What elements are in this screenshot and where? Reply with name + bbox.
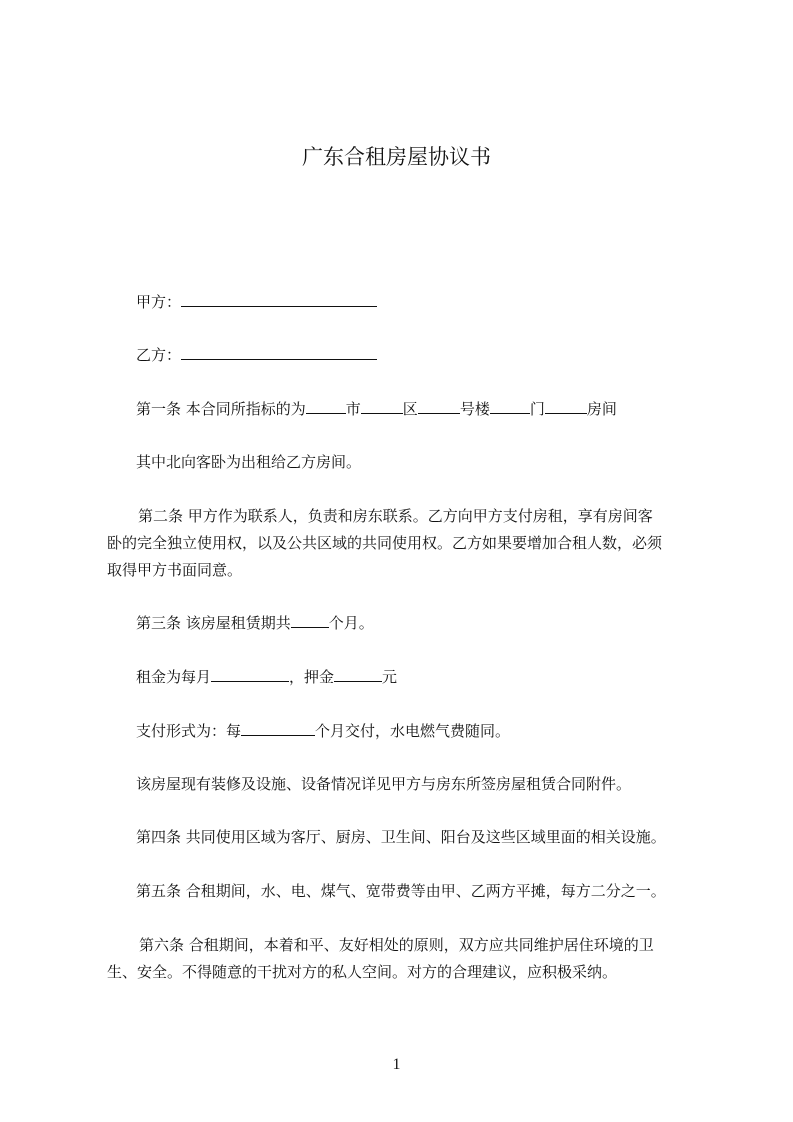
district-blank — [361, 398, 403, 414]
rent-blank — [211, 666, 289, 682]
room-label: 房间 — [586, 400, 617, 418]
document-title: 广东合租房屋协议书 — [302, 145, 491, 169]
article-3-line — [136, 612, 374, 633]
party-a-line — [136, 291, 377, 312]
article-2-line-1: 第二条 甲方作为联系人，负责和房东联系。乙方向甲方支付房租，享有房间客 — [138, 507, 653, 525]
article-2-line-2: 卧的完全独立使用权，以及公共区域的共同使用权。乙方如果要增加合租人数，必须 — [107, 534, 663, 552]
article-5-line: 第五条 合租期间，水、电、煤气、宽带费等由甲、乙两方平摊，每方二分之一。 — [136, 882, 666, 900]
article-3-text: 第三条 该房屋租赁期共 — [136, 614, 291, 632]
city-label: 市 — [345, 400, 361, 418]
article-4-line: 第四条 共同使用区域为客厅、厨房、卫生间、阳台及这些区域里面的相关设施。 — [136, 828, 666, 846]
article-1-text: 第一条 本合同所指标的为 — [136, 400, 306, 418]
rent-line — [136, 666, 397, 687]
deposit-unit: 元 — [382, 668, 398, 686]
payment-label: 支付形式为：每 — [136, 722, 242, 740]
building-blank — [418, 398, 460, 414]
building-label: 号楼 — [459, 400, 490, 418]
payment-period-blank — [241, 720, 315, 736]
party-a-blank — [181, 291, 377, 307]
page-number: 1 — [392, 1056, 401, 1073]
room-blank — [545, 398, 587, 414]
article-1-line — [136, 398, 617, 419]
lease-months-blank — [291, 612, 329, 628]
article-6-line-1: 第六条 合租期间，本着和平、友好相处的原则，双方应共同维护居住环境的卫 — [139, 936, 654, 954]
facilities-line: 该房屋现有装修及设施、设备情况详见甲方与房东所签房屋租赁合同附件。 — [136, 775, 632, 793]
party-b-blank — [181, 344, 377, 360]
article-1-detail: 其中北向客卧为出租给乙方房间。 — [136, 453, 362, 471]
payment-line — [136, 720, 510, 741]
payment-suffix: 个月交付，水电燃气费随同。 — [315, 722, 511, 740]
party-b-label: 乙方： — [136, 346, 182, 364]
deposit-label: ，押金 — [289, 668, 335, 686]
article-6-line-2: 生、安全。不得随意的干扰对方的私人空间。对方的合理建议，应积极采纳。 — [107, 963, 618, 981]
party-a-label: 甲方： — [136, 293, 182, 311]
unit-label: 门 — [529, 400, 545, 418]
city-blank — [306, 398, 346, 414]
party-b-line — [136, 344, 377, 365]
article-3-suffix: 个月。 — [328, 614, 374, 632]
article-2-line-3: 取得甲方书面同意。 — [107, 561, 243, 579]
deposit-blank — [334, 666, 382, 682]
district-label: 区 — [402, 400, 418, 418]
unit-blank — [490, 398, 530, 414]
rent-label: 租金为每月 — [136, 668, 212, 686]
